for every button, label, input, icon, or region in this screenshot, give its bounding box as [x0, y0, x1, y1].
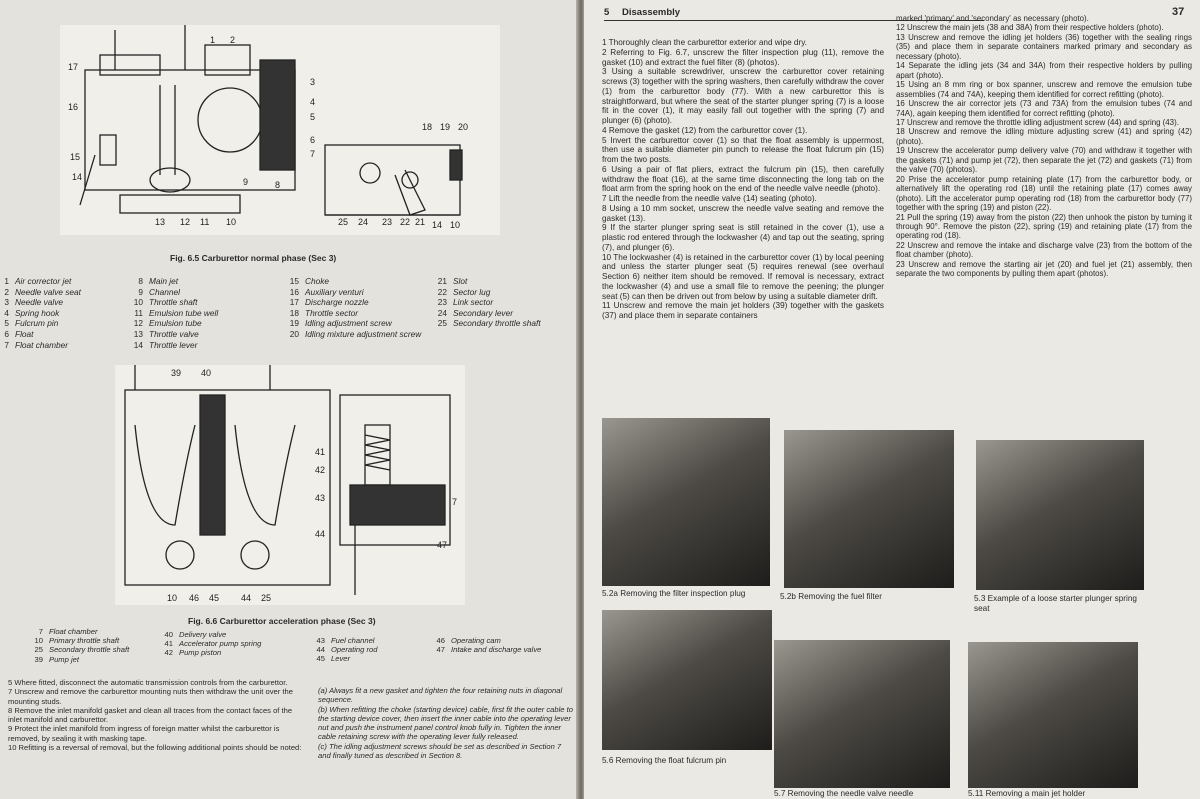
paragraph: 12 Unscrew the main jets (38 and 38A) from their respective holders (photo).	[896, 23, 1164, 33]
fig65-callout: 11	[200, 217, 210, 227]
fig65-callout: 14	[72, 172, 83, 182]
fig66-callout: 45	[209, 593, 220, 603]
fig-6-5-drawing	[60, 25, 500, 235]
fig66-callout: 7	[452, 497, 458, 507]
legend-row: 1 Air corrector jet	[4, 276, 72, 286]
fig65-callout: 13	[155, 217, 166, 227]
fig65-callout: 1	[210, 35, 216, 45]
photo-caption: 5.3 Example of a loose starter plunger spring seat	[974, 594, 1137, 613]
legend-row: 45 Lever	[316, 654, 350, 664]
fig66-callout: 10	[167, 593, 178, 603]
paragraph: 17 Unscrew and remove the throttle idling adjustment screw (44) and spring (43).	[896, 117, 1179, 127]
fig65-callout: 4	[310, 97, 316, 107]
paragraph: 3 Using a suitable screwdriver, unscrew the carburettor cover retaining screws (3) together with the spring washers, then carefully withdraw the cover (1) from the carburettor body (77). With a new carburettor this is straightforward, but where the seat of the starter plunger spring (7) is a loose fit in the cover (1), it may easily fall out together with the spring (7) and plunger (6) (photo).	[602, 67, 884, 125]
fig66-callout: 25	[261, 593, 272, 603]
right-page	[584, 0, 1200, 799]
fig66-callout: 42	[315, 465, 326, 475]
fig65-callout: 10	[226, 217, 237, 227]
photo-caption: 5.2b Removing the fuel filter	[780, 592, 882, 601]
fig65-callout: 18	[422, 122, 433, 132]
paragraph: marked 'primary' and 'secondary' as necessary (photo).	[896, 14, 1089, 23]
photo-caption: 5.6 Removing the float fulcrum pin	[602, 756, 727, 765]
fig-6-5-legend-col1	[0, 276, 136, 350]
legend-row: 41 Accelerator pump spring	[164, 639, 262, 649]
photo-5-2b	[784, 430, 954, 588]
paragraph: 10 The lockwasher (4) is retained in the carburettor cover (1) by local peening and unless the starter plunger seat (5) requires renewal (see overhaul Section 6) neither item should be removed. If removal is necessary, extract the lockwasher (4) and use a small file to remove the peening; the plunger seat (5) can then be driven out from below by using a suitable diameter drift.	[602, 252, 884, 301]
photo-caption: 5.2a Removing the filter inspection plug	[602, 589, 746, 598]
fig-6-6-legend-col2	[160, 630, 320, 658]
fig65-callout: 15	[70, 152, 81, 162]
fig65-callout: 7	[310, 149, 316, 159]
legend-row: 14 Throttle lever	[133, 339, 198, 350]
legend-row: 22 Sector lug	[437, 286, 491, 297]
legend-row: 9 Channel	[138, 286, 180, 297]
paragraph: (a) Always fit a new gasket and tighten the four retaining nuts in diagonal sequence.	[318, 686, 563, 705]
paragraph: 22 Unscrew and remove the intake and discharge valve (23) from the bottom of the float chamber (photo).	[896, 240, 1192, 260]
page-number: 37	[1172, 6, 1185, 18]
left-bottom-text-col1	[8, 678, 308, 752]
fig66-callout: 46	[189, 593, 200, 603]
carburettor-normal-phase-illustration	[60, 25, 500, 235]
fig66-callout: 47	[437, 540, 448, 550]
legend-row: 46 Operating cam	[436, 636, 501, 645]
legend-row: 4 Spring hook	[4, 307, 60, 318]
legend-row: 18 Throttle sector	[289, 307, 359, 318]
paragraph: 6 Using a pair of flat pliers, extract the fulcrum pin (15), then carefully withdraw the float (16), at the same time disconnecting the long tab on the float arm from the spring hook on the end of the needle valve needle (photo).	[602, 164, 884, 194]
legend-row: 7 Float chamber	[4, 339, 69, 350]
fig65-callout: 16	[68, 102, 79, 112]
paragraph: 13 Unscrew and remove the idling jet holders (36) together with the sealing rings (35) and place them in separate containers marked primary and secondary as necessary (photo).	[896, 32, 1192, 61]
section-title: Disassembly	[622, 7, 681, 18]
paragraph: 11 Unscrew and remove the main jet holders (39) together with the gaskets (37) and place them in separate containers	[602, 301, 884, 320]
text-column-2	[896, 14, 1192, 279]
fig65-callout: 2	[230, 35, 236, 45]
legend-row: 21 Slot	[437, 276, 468, 286]
fig65-callout: 3	[310, 77, 316, 87]
left-page	[0, 0, 578, 799]
fig-6-6-drawing	[115, 365, 465, 605]
fig65-callout: 10	[450, 220, 461, 230]
section-number: 5	[604, 7, 610, 18]
fig65-callout: 12	[180, 217, 191, 227]
legend-row: 39 Pump jet	[34, 654, 79, 664]
legend-row: 23 Link sector	[437, 297, 494, 308]
fig65-callout: 19	[440, 122, 451, 132]
legend-row: 42 Pump piston	[164, 648, 222, 658]
legend-row: 16 Auxiliary venturi	[289, 286, 364, 297]
paragraph: 2 Referring to Fig. 6.7, unscrew the filter inspection plug (11), remove the gasket (10) and extract the fuel filter (8) (photos).	[602, 47, 884, 67]
legend-row: 6 Float	[4, 328, 34, 339]
legend-row: 3 Needle valve	[4, 297, 63, 308]
fig-6-5-caption: Fig. 6.5 Carburettor normal phase (Sec 3)	[170, 253, 337, 263]
fig66-callout: 44	[241, 593, 252, 603]
legend-row: 10 Throttle shaft	[133, 297, 198, 308]
paragraph: 9 Protect the inlet manifold from ingress of foreign matter whilst the carburettor is removed, by sealing it with masking tape.	[8, 724, 280, 743]
fig65-callout: 23	[382, 217, 393, 227]
legend-row: 13 Throttle valve	[133, 328, 199, 339]
photo-5-7	[774, 640, 950, 788]
photo-caption: 5.7 Removing the needle valve needle	[774, 789, 914, 798]
left-bottom-text-col2	[318, 686, 574, 760]
legend-row: 25 Secondary throttle shaft	[34, 645, 130, 655]
legend-row: 43 Fuel channel	[316, 636, 375, 645]
paragraph: 14 Separate the idling jets (34 and 34A) from their respective holders by pulling apart (photo).	[896, 61, 1192, 80]
paragraph: 5 Invert the carburettor cover (1) so that the float assembly is uppermost, then use a suitable diameter pin punch to release the float fulcrum pin (15) from the two posts.	[602, 135, 884, 164]
legend-row: 25 Secondary throttle shaft	[437, 318, 541, 329]
legend-row: 47 Intake and discharge valve	[436, 645, 542, 655]
paragraph: 1 Thoroughly clean the carburettor exterior and wipe dry.	[602, 38, 807, 47]
paragraph: 8 Using a 10 mm socket, unscrew the needle valve seating and remove the gasket (13).	[602, 203, 884, 223]
paragraph: 21 Pull the spring (19) away from the piston (22) then unhook the piston by turning it through 90°. Remove the piston (22), spring (19) and retaining plate (17) from the operating rod (18).	[896, 212, 1192, 241]
photo-5-6	[602, 610, 772, 750]
paragraph: 15 Using an 8 mm ring or box spanner, unscrew and remove the emulsion tube assemblies (74 and 74A), keeping them identified for correct refitting (photo).	[896, 80, 1192, 99]
fig65-callout: 14	[432, 220, 443, 230]
photo-5-3	[976, 440, 1144, 590]
paragraph: 10 Refitting is a reversal of removal, but the following additional points should be noted:	[8, 743, 302, 753]
legend-row: 24 Secondary lever	[437, 307, 513, 318]
legend-row: 17 Discharge nozzle	[289, 297, 369, 308]
legend-row: 5 Fulcrum pin	[4, 318, 59, 329]
paragraph: 23 Unscrew and remove the starting air jet (20) and fuel jet (21) assembly, then separate the two components by pulling them apart (photos).	[896, 259, 1192, 279]
fig-6-5-legend-col3	[286, 276, 436, 340]
carburettor-acceleration-phase-illustration	[115, 365, 465, 605]
fig65-callout: 9	[243, 177, 249, 187]
fig66-callout: 39	[171, 368, 182, 378]
fig-6-6-caption: Fig. 6.6 Carburettor acceleration phase (Sec 3)	[188, 616, 376, 626]
fig65-callout: 5	[310, 112, 316, 122]
fig65-callout: 17	[68, 62, 79, 72]
legend-row: 44 Operating rod	[316, 645, 378, 655]
legend-row: 15 Choke	[289, 276, 329, 286]
fig65-callout: 22	[400, 217, 411, 227]
paragraph: 5 Where fitted, disconnect the automatic transmission controls from the carburettor.	[8, 678, 288, 687]
paragraph: 16 Unscrew the air corrector jets (73 and 73A) from the emulsion tubes (74 and 74A), again keeping them identified for correct refitting (photo).	[896, 99, 1192, 118]
fig-6-5-legend-col4	[434, 276, 574, 329]
photo-caption: 5.11 Removing a main jet holder	[968, 789, 1086, 798]
legend-row: 40 Delivery valve	[164, 630, 227, 639]
fig65-callout: 20	[458, 122, 469, 132]
legend-row: 2 Needle valve seat	[4, 286, 81, 297]
fig65-callout: 8	[275, 180, 281, 190]
paragraph: 7 Lift the needle from the needle valve (14) seating (photo).	[602, 194, 817, 203]
fig-6-6-legend-col4	[432, 636, 572, 654]
paragraph: 7 Unscrew and remove the carburettor mounting nuts then withdraw the unit over the mounting studs.	[8, 687, 293, 706]
legend-row: 19 Idling adjustment screw	[289, 318, 392, 329]
legend-row: 20 Idling mixture adjustment screw	[289, 328, 422, 339]
paragraph: 18 Unscrew and remove the idling mixture adjusting screw (41) and spring (42) (photo).	[896, 127, 1192, 146]
fig65-callout: 25	[338, 217, 349, 227]
fig66-callout: 44	[315, 529, 326, 539]
paragraph: (c) The idling adjustment screws should be set as described in Section 7 and finally tuned as described in Section 8.	[318, 741, 562, 761]
legend-row: 8 Main jet	[138, 276, 179, 286]
legend-row: 7 Float chamber	[38, 627, 98, 636]
paragraph: 19 Unscrew the accelerator pump delivery valve (70) and withdraw it together with the gaskets (71) and pump jet (72), then separate the jet (72) and gaskets (71) from the valve (70) (photos).	[896, 146, 1192, 175]
fig66-callout: 40	[201, 368, 212, 378]
legend-row: 10 Primary throttle shaft	[34, 636, 120, 646]
paragraph: 9 If the starter plunger spring seat is still retained in the cover (1), use a plastic rod entered through the lockwasher (4) and tap out the seating, spring (7), and plunger (6).	[602, 223, 884, 252]
fig-6-6-legend-col3	[312, 636, 442, 664]
fig66-callout: 41	[315, 447, 326, 457]
paragraph: (b) When refitting the choke (starting device) cable, first fit the outer cable to the starting device cover, then insert the inner cable into the operating lever nut and push the instrument panel control knob fully in. Tighten the inner cable retaining screw with the operating lever fully released.	[318, 704, 573, 742]
legend-row: 11 Emulsion tube well	[134, 307, 219, 318]
legend-row: 12 Emulsion tube	[133, 318, 202, 329]
fig66-callout: 43	[315, 493, 326, 503]
fig-6-5-legend-col2	[130, 276, 290, 350]
photo-5-11	[968, 642, 1138, 788]
fig65-callout: 6	[310, 135, 316, 145]
fig-6-6-legend-col1	[30, 627, 170, 664]
text-column-1	[602, 38, 884, 321]
paragraph: 8 Remove the inlet manifold gasket and clean all traces from the contact faces of the inlet manifold and carburettor.	[8, 705, 293, 725]
photo-5-2a	[602, 418, 770, 586]
paragraph: 4 Remove the gasket (12) from the carburettor cover (1).	[602, 125, 808, 135]
paragraph: 20 Prise the accelerator pump retaining plate (17) from the carburettor body, or alternatively lift the operating rod (18) until the retaining plate (17) comes away (photo). Lift the accelerator pump operating rod (18) from the carburettor body (77) together with the spring (19) and piston (22).	[896, 174, 1192, 213]
fig65-callout: 21	[415, 217, 426, 227]
fig65-callout: 24	[358, 217, 369, 227]
